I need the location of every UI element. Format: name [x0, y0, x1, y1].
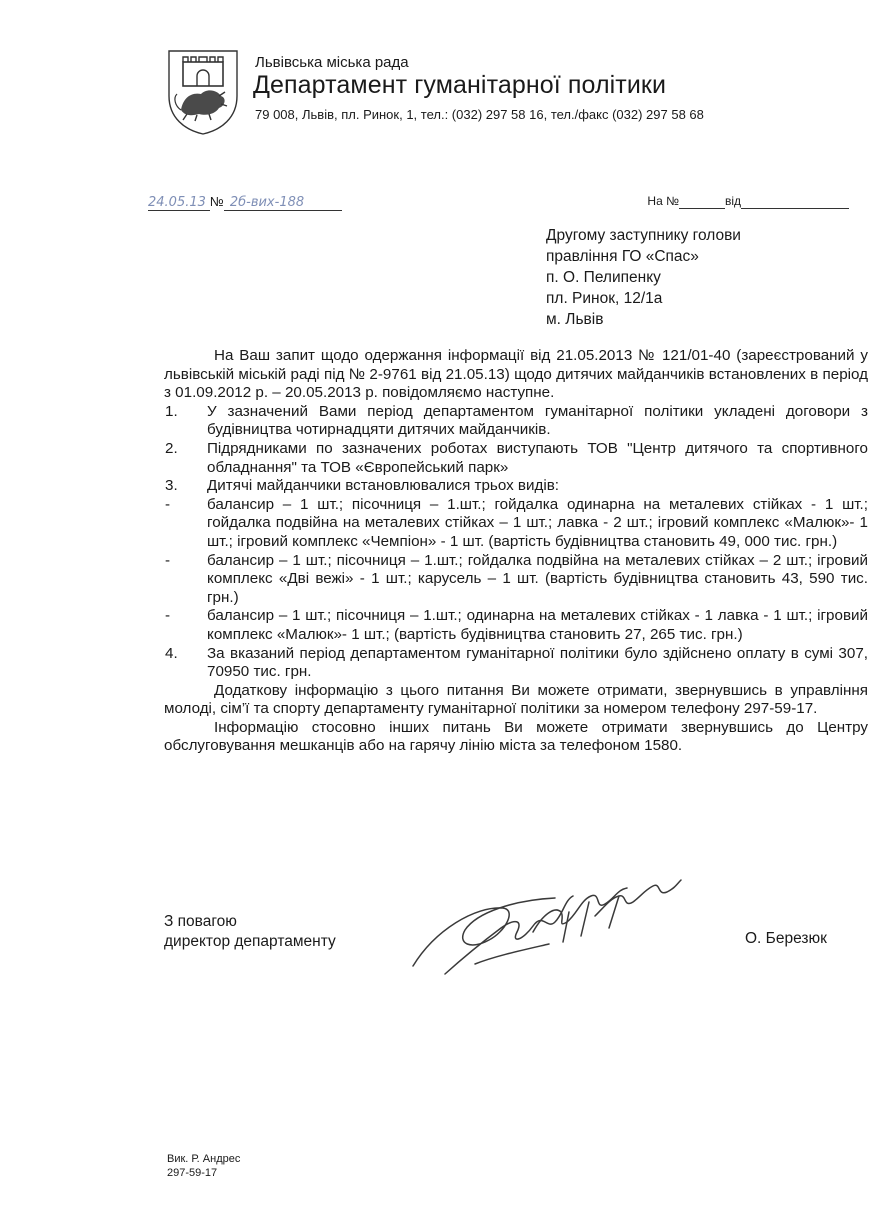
list-item-text: балансир – 1 шт.; пісочниця – 1.шт.; гойдалка одинарна на металевих стійках - 1 шт.; гойдалка подвійна на металевих стійках – 1 шт.; лавка - 2 шт.; ігровий комплекс «Малюк»- 1 шт.; ігровий комплекс «Чемпіон» - 1 шт. (вартість будівництва становить 49, 000 тис. грн.): [207, 495, 868, 550]
addressee-line: м. Львів: [546, 311, 604, 328]
list-item-text: балансир – 1 шт.; пісочниця – 1.шт.; одинарна на металевих стійках - 1 лавка - 1 шт.; ігровий комплекс «Малюк»- 1 шт.; (вартість будівництва становить 27, 265 тис. грн.): [207, 607, 868, 643]
executor-phone: 297-59-17: [167, 1167, 218, 1179]
list-item-text: балансир – 1 шт.; пісочниця – 1.шт.; гойдалка подвійна на металевих стійках – 2 шт.; ігровий комплекс «Дві вежі» - 1 шт.; карусель – 1 шт. (вартість будівництва становить 43, 590 тис. грн.): [207, 551, 868, 606]
signer-name: О. Березюк: [745, 930, 827, 947]
list-marker: -: [165, 495, 171, 513]
list-marker: 4.: [165, 644, 178, 662]
reply-number-label: На №: [647, 194, 679, 208]
list-marker: -: [165, 551, 171, 569]
list-item-text: За вказаний період департаментом гуманітарної політики було здійснено оплату в сумі 307, 70950 тис. грн.: [207, 644, 868, 681]
list-item: [164, 477, 868, 496]
list-marker: 2.: [165, 439, 178, 457]
executor-name: Вик. Р. Андрес: [167, 1153, 241, 1165]
signer-position: директор департаменту: [164, 933, 336, 950]
reply-date-label: від: [724, 194, 741, 208]
department-name: Департамент гуманітарної політики: [253, 71, 667, 99]
regards-text: З повагою: [164, 913, 237, 930]
list-marker: 1.: [165, 402, 178, 420]
addressee-line: п. О. Пелипенку: [546, 269, 661, 286]
department-address: 79 008, Львів, пл. Ринок, 1, тел.: (032) 297 58 16, тел./факс (032) 297 58 68: [255, 107, 704, 122]
outgoing-number: 2б-вих-188: [224, 195, 342, 211]
list-item: [164, 607, 868, 644]
list-item: [164, 440, 868, 477]
list-item-text: Дитячі майданчики встановлювалися трьох видів:: [207, 477, 560, 495]
intro-paragraph: На Ваш запит щодо одержання інформації від 21.05.2013 № 121/01-40 (зареєстрований у львівській міській раді під № 2-9761 від 21.05.13) щодо дитячих майданчиків встановлених в період з 01.09.2012 р. – 20.05.2013 р. повідомляємо наступне.: [164, 347, 868, 402]
addressee-line: Другому заступнику голови: [546, 227, 741, 244]
reply-number-blank: [679, 194, 725, 209]
list-item-text: Підрядниками по зазначених роботах виступають ТОВ "Центр дитячого та спортивного обладнання" та ТОВ «Європейський парк»: [207, 439, 868, 476]
handwritten-signature: [405, 870, 685, 990]
addressee-line: правління ГО «Спас»: [546, 248, 699, 265]
list-marker: 3.: [165, 477, 178, 495]
list-item: [164, 645, 868, 682]
other-info-paragraph: Інформацію стосовно інших питань Ви можете отримати звернувшись до Центру обслуговування мешканців або на гарячу лінію міста за телефоном 1580.: [164, 718, 868, 755]
reply-date-blank: [741, 194, 849, 209]
lviv-coat-of-arms-icon: [163, 48, 243, 136]
outgoing-reference: [148, 194, 342, 211]
closing-block: [164, 912, 336, 952]
executor-block: [167, 1152, 240, 1180]
list-item: [164, 496, 868, 552]
list-item: [164, 552, 868, 608]
additional-info-paragraph: Додаткову інформацію з цього питання Ви можете отримати, звернувшись в управління молоді, сім’ї та спорту департаменту гуманітарної політики за номером телефону 297-59-17.: [164, 681, 868, 718]
addressee-block: [546, 225, 741, 330]
reply-to-reference: [647, 194, 849, 209]
number-label: №: [209, 194, 224, 209]
council-name: Львівська міська рада: [255, 54, 409, 71]
outgoing-date: 24.05.13: [148, 195, 210, 211]
list-item: [164, 403, 868, 440]
addressee-line: пл. Ринок, 12/1а: [546, 290, 663, 307]
list-marker: -: [165, 607, 171, 625]
letter-body: [164, 347, 868, 756]
list-item-text: У зазначений Вами період департаментом гуманітарної політики укладені договори з будівництва чотирнадцяти дитячих майданчиків.: [207, 402, 868, 439]
